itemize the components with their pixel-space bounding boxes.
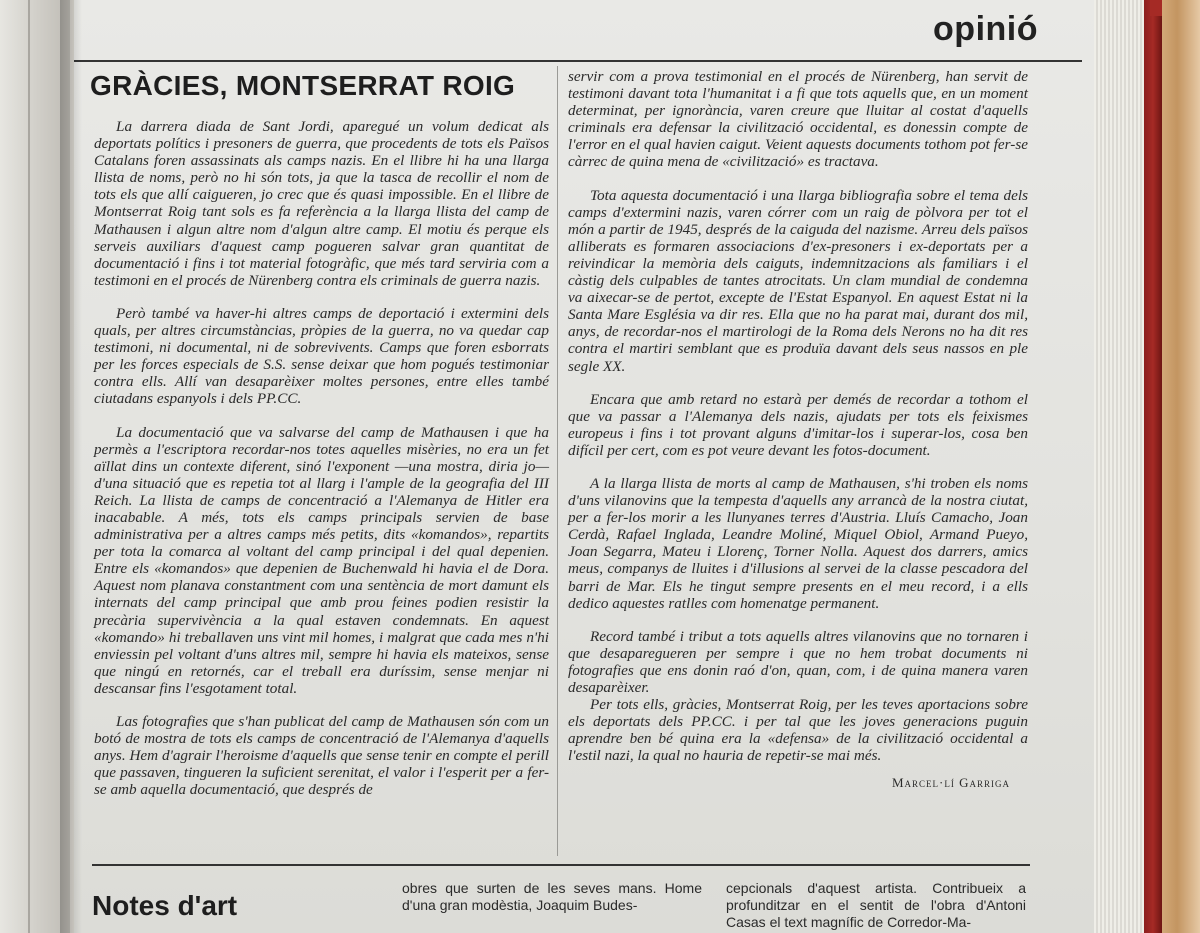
- article-paragraph: A la llarga llista de morts al camp de Mathausen, s'hi troben els noms d'uns vilanovins que la tempesta d'aquells any arrancà de la nostra ciutat, per a fer-los morir a les llunyanes terres d'Austria. Lluís Camacho, Joan Cerdà, Rafael Inglada, Leandre Moliné, Miquel Obiol, Armand Pueyo, Joan Segarra, Mateu i Llorenç, Torner Nolla. Aquest dos darrers, amics meus, companys de lluites i d'illusions al servei de la classe pescadora del barri de Mar. Els he tingut sempre presents en el meu record, i a ells dedico aquestes ratlles com homenatge permanent.: [568, 474, 1028, 612]
- article-paragraph: La darrera diada de Sant Jordi, aparegué un volum dedicat als deportats polítics i presoners de guerra, que procedents de tots els Països Catalans foren assassinats als camps nazis. En el llibre hi ha una llarga llista de noms, però no hi són tots, ja que la tasca de recollir el nom de tots els que allí caigueren, jo crec que és quasi impossible. En el llibre de Montserrat Roig tant sols es fa referència a la llarga llista del camp de Mathausen i algun altre nom d'algun altre camp. El motiu és perque els serveis auxiliars d'aquest camp pogueren salvar gran quantitat de documentació i fins i tot material fotogràfic, que més tard serviria com a testimoni en el procés de Nürenberg contra els criminals de guerra nazis.: [94, 118, 549, 289]
- wooden-surface: [1162, 0, 1200, 933]
- page-stack-edge: [1094, 0, 1144, 933]
- header-rule: [74, 60, 1082, 62]
- section-title: opinió: [933, 10, 1038, 48]
- article-paragraph: servir com a prova testimonial en el procés de Nürenberg, han servit de testimoni davant tota l'humanitat i a fi que tots aquells que, en un moment determinat, per ignorància, varen creure que lluitar al costat d'aquells criminals era defensar la civilització occidental, es donessin compte de l'error en el qual havien caigut. Veient aquests documents tothom pot fer-se càrrec de quina mena de «civilització» es tractava.: [568, 68, 1028, 171]
- section-rule: [92, 864, 1030, 866]
- next-section-column-1: obres que surten de les seves mans. Home d'una gran modèstia, Joaquim Budes-: [402, 880, 702, 913]
- next-section-title: Notes d'art: [92, 890, 238, 921]
- spine-shadow: [60, 0, 82, 933]
- article-headline: GRÀCIES, MONTSERRAT ROIG: [90, 70, 516, 101]
- article-paragraph: La documentació que va salvarse del camp de Mathausen i que ha permès a l'escriptora recordar-nos totes aquelles misèries, no era un fet aïllat dins un contexte diferent, sinó l'exponent —una mostra, diria jo— d'una situació que es repetia tot al llarg i l'ample de la geografia del III Reich. La llista de camps de concentració a l'Alemanya de Hitler era inacabable. A més, tots els camps principals servien de base administrativa per a altres camps més petits, dits «komandos», repartits per tota la comarca al voltant del camp principal i del qual depenien. Entre els «komandos» que depenien de Buchenwald hi havia el de Dora. Aquest nom planava constantment com una sentència de mort damunt els internats del camp principal que amb prou feines podien resistir la precària supervivència a la qual estaven condemnats. En aquest «komando» hi treballaven uns vint mil homes, i malgrat que cada mes n'hi enviessin pel voltant d'uns altres mil, sempre hi havia els mateixos, sense que ningú en retornés, car el treball era duríssim, sense menjar ni descansar fins l'esgotament total.: [94, 423, 549, 697]
- article-paragraph: Tota aquesta documentació i una llarga bibliografia sobre el tema dels camps d'extermini nazis, varen córrer com un raig de pòlvora per tot el món a partir de 1945, després de la caiguda del nazisme. Arreu dels països alliberats es formaren associacions d'ex-presoners i ex-deportats per a reivindicar la memòria dels caiguts, indemnitzacions als familiars i el càstig dels culpables de tantes atrocitats. Un clam mundial de condemna va aixecar-se de pertot, excepte de l'Estat Espanyol. En aquest Estat ni la Santa Mare Església va dir res. Ella que no ha parat mai, durant dos mil, anys, de recordar-nos el martirologi de la Roma dels Nerons no ha dit res contra el martiri semblant que es produïa davant dels seus nassos en ple segle XX.: [568, 186, 1028, 375]
- article-paragraph: Las fotografies que s'han publicat del camp de Mathausen són com un botó de mostra de tots els camps de concentració de l'Alemanya d'aquells anys. Hem d'agrair l'heroisme d'aquells que sense tenir en compte el perill que passaven, tingueren la suficient serenitat, el valor i l'esperit per a fer-se amb aquella documentació, que després de: [94, 713, 549, 799]
- article-paragraph: Record també i tribut a tots aquells altres vilanovins que no tornaren i que desaparegueren per sempre i que no hem trobat documents ni fotografies que ens donin raó d'on, quan, com, i de quina manera varen desaparèixer.: [568, 627, 1028, 696]
- book-cover-edge: [1144, 0, 1162, 933]
- facing-page-edge: [28, 0, 30, 933]
- next-section-column-2: cepcionals d'aquest artista. Contribueix a profunditzar en el sentit de l'obra d'Antoni Casas el text magnífic de Corredor-Ma-: [726, 880, 1026, 930]
- article-paragraph: Per tots ells, gràcies, Montserrat Roig, per les teves aportacions sobre els deportats dels PP.CC. i per tal que les joves generacions puguin aprendre ben bé quina era la «defensa» de la civilització occidental a l'estil nazi, la qual no hauria de repetir-se mai més.: [568, 696, 1028, 765]
- column-divider: [557, 66, 558, 856]
- article-column-right: [568, 68, 1028, 792]
- article-column-left: [94, 118, 549, 798]
- article-paragraph: Encara que amb retard no estarà per demés de recordar a tothom el que va passar a l'Alemanya dels nazis, ajudats per tots els feixismes europeus i fins i tot provant alguns d'imitar-los i superar-los, cosa ben difícil per cert, com es pot veure devant les fotos-document.: [568, 390, 1028, 459]
- magazine-page: [74, 0, 1094, 933]
- article-paragraph: Però també va haver-hi altres camps de deportació i extermini dels quals, per altres circumstàncias, pròpies de la guerra, no va quedar cap testimoni, ni documental, ni de sobrevivents. Camps que foren esborrats per les forces especials de S.S. sense deixar que hom pogués testimoniar contra ells. Allí van desaparèixer moltes persones, entre elles també ciutadans espanyols i dels PP.CC.: [94, 304, 549, 408]
- article-author: Marcel·lí Garriga: [891, 775, 1010, 791]
